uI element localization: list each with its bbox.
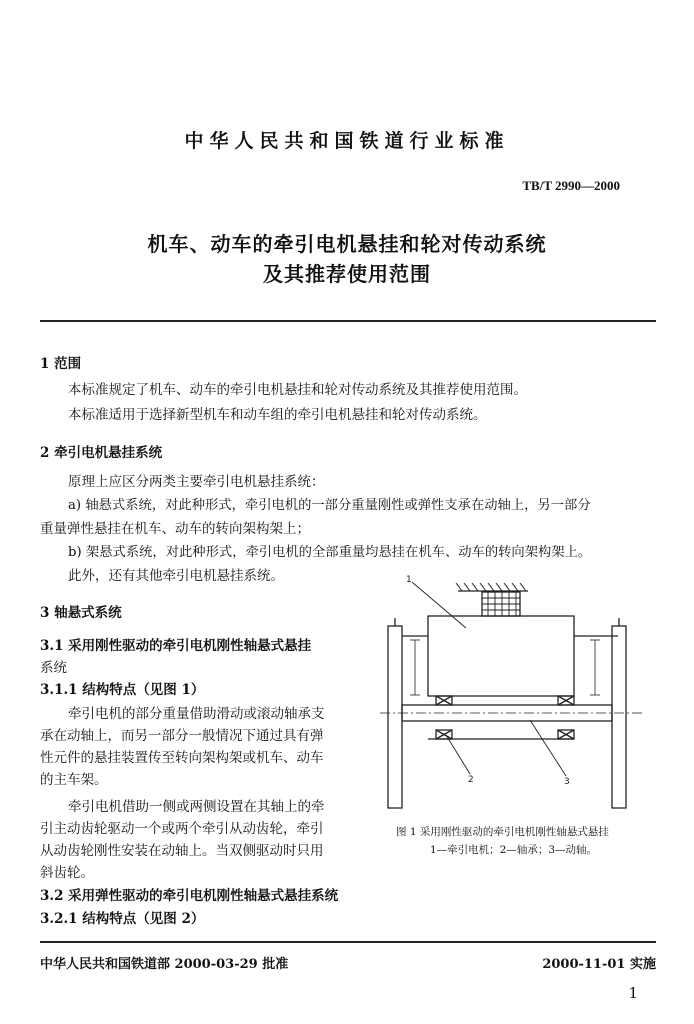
title-divider [40, 320, 656, 322]
ceiling-hatch [456, 583, 526, 591]
approval-note: 中华人民共和国铁道部 2000-03-29 批准 [40, 957, 289, 972]
para-1-line-3: 性元件的悬挂装置传至转向架构架或机车、动车 [40, 750, 324, 766]
section-2-item-a-cont: 重量弹性悬挂在机车、动车的转向架构架上； [40, 521, 310, 537]
section-3-2-1-heading: 3.2.1 结构特点（见图 2） [40, 911, 205, 927]
document-title-line2: 及其推荐使用范围 [263, 262, 431, 286]
document-title-line1: 机车、动车的牵引电机悬挂和轮对传动系统 [147, 232, 547, 256]
section-2-item-b: b) 架悬式系统，对此种形式，牵引电机的全部重量均悬挂在机车、动车的转向架构架上。 [68, 545, 592, 560]
section-2-item-a: a) 轴悬式系统，对此种形式，牵引电机的一部分重量刚性或弹性支承在动轴上，另一部分 [68, 498, 591, 513]
page-number: 1 [628, 984, 638, 1002]
figure-1-caption: 图 1 采用刚性驱动的牵引电机刚性轴悬式悬挂 [396, 826, 609, 838]
standard-code: TB/T 2990—2000 [522, 178, 620, 193]
section-3-2-heading: 3.2 采用弹性驱动的牵引电机刚性轴悬式悬挂系统 [40, 888, 339, 904]
section-2-closing: 此外，还有其他牵引电机悬挂系统。 [68, 568, 284, 584]
section-3-1-heading: 3.1 采用刚性驱动的牵引电机刚性轴悬式悬挂 [40, 638, 312, 654]
figure-label-3: 3 [564, 777, 570, 787]
section-2-intro: 原理上应区分两类主要牵引电机悬挂系统： [68, 474, 325, 490]
figure-label-1: 1 [406, 575, 412, 585]
traction-motor [428, 616, 574, 696]
leader-line-2 [446, 735, 470, 774]
footer-divider [40, 941, 656, 943]
para-2-line-2: 引主动齿轮驱动一个或两个牵引从动齿轮，牵引 [40, 821, 324, 837]
standard-org-header: 中华人民共和国铁道行业标准 [184, 130, 510, 152]
section-3-1-1-heading: 3.1.1 结构特点（见图 1） [40, 682, 205, 698]
section-1-paragraph-1: 本标准规定了机车、动车的牵引电机悬挂和轮对传动系统及其推荐使用范围。 [68, 382, 527, 398]
figure-1-legend: 1—牵引电机；2—轴承；3—动轴。 [430, 844, 598, 856]
section-1-heading: 1 范围 [40, 356, 82, 372]
figure-1-diagram [380, 570, 660, 820]
section-1-paragraph-2: 本标准适用于选择新型机车和动车组的牵引电机悬挂和轮对传动系统。 [68, 407, 487, 423]
leader-line-1 [412, 582, 466, 628]
para-1-line-1: 牵引电机的部分重量借助滑动或滚动轴承支 [68, 706, 325, 722]
section-3-heading: 3 轴悬式系统 [40, 605, 122, 621]
para-2-line-1: 牵引电机借助一侧或两侧设置在其轴上的牵 [68, 799, 325, 815]
wheel-left [388, 626, 402, 808]
para-2-line-4: 斜齿轮。 [40, 865, 94, 881]
effective-date: 2000-11-01 实施 [542, 957, 656, 972]
section-3-1-heading-cont: 系统 [40, 660, 67, 676]
para-1-line-2: 承在动轴上，而另一部分一般情况下通过具有弹 [40, 728, 324, 744]
para-1-line-4: 的主车架。 [40, 772, 108, 788]
figure-label-2: 2 [468, 775, 474, 785]
section-2-heading: 2 牵引电机悬挂系统 [40, 445, 163, 461]
wheel-right [612, 626, 626, 808]
leader-line-3 [530, 720, 566, 776]
para-2-line-3: 从动齿轮刚性安装在动轴上。当双侧驱动时只用 [40, 843, 324, 859]
